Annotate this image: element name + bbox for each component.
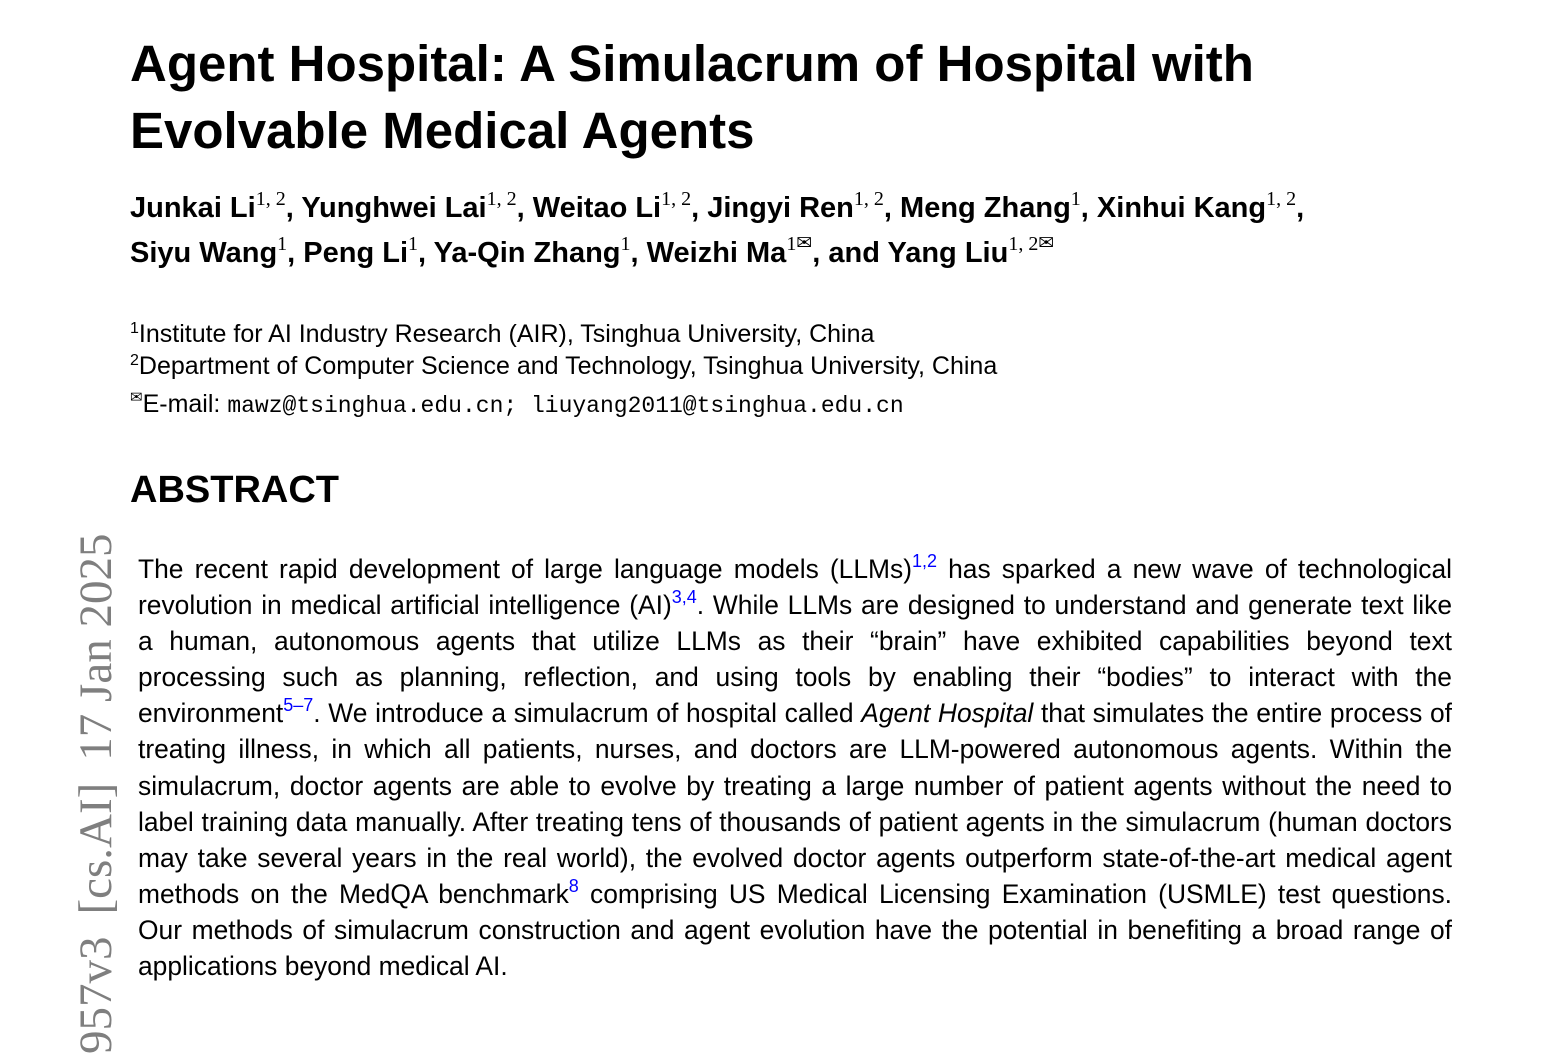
author-name: Meng Zhang: [900, 192, 1071, 224]
author-name: Weitao Li: [532, 192, 662, 224]
author-affiliation-mark: 1, 2: [255, 188, 286, 210]
citation-link[interactable]: 3,4: [671, 587, 697, 608]
email-addresses[interactable]: mawz@tsinghua.edu.cn; liuyang2011@tsinghua.edu.cn: [227, 393, 904, 419]
author-name: Yunghwei Lai: [301, 192, 487, 224]
arxiv-category: [cs.AI]: [70, 782, 122, 915]
emphasis-agent-hospital: Agent Hospital: [861, 698, 1034, 729]
author-affiliation-mark: 1: [1070, 188, 1081, 210]
email-line: [130, 388, 997, 422]
author-name: Ya-Qin Zhang: [433, 237, 621, 269]
author-affiliation-mark: 1: [277, 233, 288, 255]
arxiv-date: 17 Jan 2025: [70, 533, 122, 761]
affiliation-mark: 1: [130, 320, 139, 337]
author-affiliation-mark: 1, 2: [853, 188, 884, 210]
author-affiliation-mark: 1: [620, 233, 631, 255]
author-name: Weizhi Ma: [646, 237, 787, 269]
citation-link[interactable]: 8: [568, 875, 579, 896]
author-name: Junkai Li: [130, 192, 256, 224]
affiliation-1: $^1$Institute for AI Industry Research (AIR), Tsinghua University, China: [130, 320, 875, 348]
author-affiliation-mark: 1: [408, 233, 419, 255]
author-affiliation-mark: 1, 2: [661, 188, 692, 210]
paper-title: [130, 30, 1430, 164]
author-affiliation-mark: 1, 2: [1008, 233, 1039, 255]
author-affiliation-mark: 1, 2: [486, 188, 517, 210]
abstract-body: The recent rapid development of large language models (LLMs)$^{1,2}$ has sparked a new wave of technological revolution in medical artificial intelligence (AI)$^{3,4}$. While LLMs are designed to understand and generate text like a human, autonomous agents that utilize LLMs as their “brain” have exhibited capabilities beyond text processing such as planning, reflection, and using tools by enabling their “bodies” to interact with the environment$^{5-7}$. We introduce a simulacrum of hospital called Agent Hospital that simulates the entire process of treating illness, in which all patients, nurses, and doctors are LLM-powered autonomous agents. Within the simulacrum, doctor agents are able to evolve by treating a large number of patient agents without the need to label training data manually. After treating tens of thousands of patient agents in the simulacrum (human doctors may take several years in the real world), the evolved doctor agents outperform state-of-the-art medical agent methods on the MedQA benchmark$^8$ comprising US Medical Licensing Examination (USMLE) test questions. Our methods of simulacrum construction and agent evolution have the potential in benefiting a broad range of applications beyond medical AI.: [138, 551, 1453, 982]
arxiv-id: 957v3: [70, 936, 122, 1054]
email-label: E-mail:: [142, 390, 221, 418]
affiliation-mark: 2: [130, 352, 139, 369]
affiliation-2: $^2$Department of Computer Science and Technology, Tsinghua University, China: [130, 352, 998, 380]
arxiv-side-stamp: [72, 534, 120, 1054]
author-name: Jingyi Ren: [707, 192, 854, 224]
title-line-1: Agent Hospital: A Simulacrum of Hospital with: [130, 35, 1254, 92]
author-affiliation-mark: 1: [786, 233, 797, 255]
author-line-1: Junkai Li$^{1, 2}$, Yunghwei Lai$^{1, 2}$, Weitao Li$^{1, 2}$, Jingyi Ren$^{1, 2}$, Meng Zhang$^1$, Xinhui Kang$^{1, 2}$,: [130, 188, 1305, 224]
mail-icon: ✉: [130, 388, 143, 406]
author-name: Siyu Wang: [130, 237, 278, 269]
title-line-2: Evolvable Medical Agents: [130, 102, 755, 159]
author-name: Peng Li: [303, 237, 409, 269]
citation-link[interactable]: 1,2: [911, 551, 938, 571]
author-name: Xinhui Kang: [1096, 192, 1267, 224]
affiliation-block: [130, 318, 997, 422]
abstract-heading: ABSTRACT: [130, 469, 339, 511]
author-list: [130, 186, 1530, 276]
author-line-2: Siyu Wang$^1$, Peng Li$^1$, Ya-Qin Zhang$^1$, Weizhi Ma$^1$✉, and Yang Liu$^{1, 2}$✉: [130, 232, 1055, 269]
author-and: and: [828, 237, 880, 269]
author-affiliation-mark: 1, 2: [1266, 188, 1297, 210]
citation-link[interactable]: 5–7: [283, 695, 314, 716]
author-name: Yang Liu: [887, 237, 1009, 269]
